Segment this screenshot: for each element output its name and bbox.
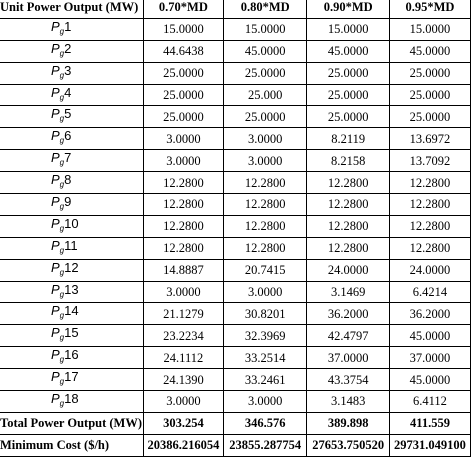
value-cell: 3.0000 [223, 391, 306, 413]
value-cell: 12.2800 [223, 172, 306, 194]
value-cell: 12.2800 [307, 194, 390, 216]
header-col-1: 0.80*MD [223, 0, 306, 18]
value-cell: 24.1390 [143, 369, 223, 391]
total-value: 346.576 [223, 412, 306, 434]
total-row [0, 412, 471, 434]
value-cell: 36.2000 [307, 303, 390, 325]
value-cell: 3.0000 [143, 150, 223, 172]
value-cell: 24.0000 [307, 259, 390, 281]
unit-label [0, 18, 143, 40]
value-cell: 12.2800 [143, 194, 223, 216]
unit-label [0, 347, 143, 369]
unit-subscript: g [59, 158, 65, 168]
value-cell: 13.7092 [389, 150, 470, 172]
total-label: Total Power Output (MW) [0, 412, 143, 434]
unit-label [0, 303, 143, 325]
unit-symbol: P [51, 215, 60, 231]
unit-subscript: g [59, 201, 65, 211]
unit-subscript: g [59, 311, 65, 321]
unit-label [0, 150, 143, 172]
value-cell: 3.0000 [143, 281, 223, 303]
value-cell: 25.0000 [307, 106, 390, 128]
value-cell: 15.0000 [143, 18, 223, 40]
value-cell: 12.2800 [143, 215, 223, 237]
value-cell: 3.0000 [143, 391, 223, 413]
unit-symbol: P [51, 18, 60, 34]
value-cell: 12.2800 [307, 215, 390, 237]
value-cell: 12.2800 [389, 215, 470, 237]
value-cell: 25.0000 [143, 62, 223, 84]
unit-number: 18 [64, 390, 79, 406]
unit-number: 9 [64, 193, 72, 209]
unit-subscript: g [59, 180, 65, 190]
value-cell: 33.2461 [223, 369, 306, 391]
unit-label [0, 215, 143, 237]
table-row [0, 237, 471, 259]
unit-label [0, 259, 143, 281]
unit-symbol: P [51, 84, 60, 100]
unit-symbol: P [51, 193, 60, 209]
value-cell: 3.0000 [223, 128, 306, 150]
value-cell: 3.0000 [223, 281, 306, 303]
value-cell: 25.0000 [143, 84, 223, 106]
value-cell: 3.1483 [307, 391, 390, 413]
header-unit-power-output: Unit Power Output (MW) [0, 0, 143, 18]
unit-symbol: P [51, 369, 60, 385]
unit-number: 17 [64, 369, 79, 385]
value-cell: 15.0000 [223, 18, 306, 40]
unit-number: 10 [64, 215, 79, 231]
value-cell: 25.0000 [389, 62, 470, 84]
unit-subscript: g [59, 267, 65, 277]
value-cell: 25.0000 [307, 84, 390, 106]
unit-number: 12 [64, 259, 79, 275]
value-cell: 3.0000 [143, 128, 223, 150]
value-cell: 12.2800 [307, 237, 390, 259]
total-value: 411.559 [389, 412, 470, 434]
unit-number: 14 [64, 303, 79, 319]
value-cell: 37.0000 [389, 347, 470, 369]
unit-number: 7 [64, 150, 72, 166]
unit-number: 8 [64, 172, 72, 188]
value-cell: 3.1469 [307, 281, 390, 303]
header-col-2: 0.90*MD [307, 0, 390, 18]
unit-label [0, 194, 143, 216]
unit-symbol: P [51, 281, 60, 297]
unit-subscript: g [59, 223, 65, 233]
table-row [0, 84, 471, 106]
table-row [0, 128, 471, 150]
table-row [0, 347, 471, 369]
value-cell: 44.6438 [143, 40, 223, 62]
unit-symbol: P [51, 150, 60, 166]
value-cell: 45.0000 [389, 40, 470, 62]
unit-subscript: g [59, 70, 65, 80]
unit-number: 2 [64, 40, 72, 56]
value-cell: 6.4112 [389, 391, 470, 413]
value-cell: 14.8887 [143, 259, 223, 281]
unit-number: 4 [64, 84, 72, 100]
header-col-0: 0.70*MD [143, 0, 223, 18]
value-cell: 15.0000 [389, 18, 470, 40]
header-row [0, 0, 471, 18]
value-cell: 24.0000 [389, 259, 470, 281]
unit-symbol: P [51, 128, 60, 144]
unit-symbol: P [51, 172, 60, 188]
value-cell: 43.3754 [307, 369, 390, 391]
unit-number: 5 [64, 106, 72, 122]
unit-subscript: g [59, 245, 65, 255]
unit-symbol: P [51, 259, 60, 275]
value-cell: 30.8201 [223, 303, 306, 325]
header-col-3: 0.95*MD [389, 0, 470, 18]
value-cell: 45.0000 [307, 40, 390, 62]
unit-symbol: P [51, 106, 60, 122]
value-cell: 25.0000 [223, 106, 306, 128]
unit-label [0, 369, 143, 391]
unit-subscript: g [59, 333, 65, 343]
value-cell: 32.3969 [223, 325, 306, 347]
value-cell: 12.2800 [389, 237, 470, 259]
value-cell: 8.2158 [307, 150, 390, 172]
value-cell: 25.000 [223, 84, 306, 106]
unit-subscript: g [59, 92, 65, 102]
unit-symbol: P [51, 325, 60, 341]
table-row [0, 150, 471, 172]
value-cell: 12.2800 [389, 172, 470, 194]
value-cell: 20.7415 [223, 259, 306, 281]
unit-subscript: g [59, 289, 65, 299]
table-row [0, 40, 471, 62]
table-row [0, 106, 471, 128]
unit-number: 11 [64, 237, 78, 253]
unit-label [0, 128, 143, 150]
value-cell: 25.0000 [389, 106, 470, 128]
unit-subscript: g [59, 377, 65, 387]
value-cell: 12.2800 [307, 172, 390, 194]
value-cell: 13.6972 [389, 128, 470, 150]
value-cell: 42.4797 [307, 325, 390, 347]
unit-label [0, 325, 143, 347]
unit-label [0, 62, 143, 84]
cost-value: 29731.049100 [389, 434, 470, 456]
value-cell: 24.1112 [143, 347, 223, 369]
unit-subscript: g [59, 355, 65, 365]
cost-value: 27653.750520 [307, 434, 390, 456]
value-cell: 45.0000 [389, 369, 470, 391]
unit-label [0, 172, 143, 194]
unit-subscript: g [59, 48, 65, 58]
table-row [0, 259, 471, 281]
table-row [0, 172, 471, 194]
unit-label [0, 84, 143, 106]
value-cell: 23.2234 [143, 325, 223, 347]
table-row [0, 369, 471, 391]
total-value: 389.898 [307, 412, 390, 434]
value-cell: 36.2000 [389, 303, 470, 325]
cost-value: 23855.287754 [223, 434, 306, 456]
value-cell: 25.0000 [389, 84, 470, 106]
unit-number: 15 [64, 325, 79, 341]
table-row [0, 391, 471, 413]
unit-label [0, 40, 143, 62]
unit-subscript: g [59, 136, 65, 146]
unit-label [0, 281, 143, 303]
value-cell: 12.2800 [223, 237, 306, 259]
table-row [0, 18, 471, 40]
unit-label [0, 237, 143, 259]
unit-subscript: g [59, 114, 65, 124]
cost-value: 20386.216054 [143, 434, 223, 456]
unit-number: 16 [64, 347, 79, 363]
unit-symbol: P [51, 40, 60, 56]
value-cell: 37.0000 [307, 347, 390, 369]
value-cell: 12.2800 [143, 172, 223, 194]
unit-label [0, 391, 143, 413]
unit-subscript: g [59, 398, 65, 408]
unit-label [0, 106, 143, 128]
value-cell: 3.0000 [223, 150, 306, 172]
table-row [0, 325, 471, 347]
unit-symbol: P [51, 347, 60, 363]
table-row [0, 194, 471, 216]
unit-number: 3 [64, 62, 72, 78]
unit-subscript: g [59, 26, 65, 36]
table-row [0, 281, 471, 303]
unit-symbol: P [51, 303, 60, 319]
unit-symbol: P [51, 390, 60, 406]
value-cell: 12.2800 [143, 237, 223, 259]
value-cell: 45.0000 [389, 325, 470, 347]
value-cell: 25.0000 [143, 106, 223, 128]
table-row [0, 303, 471, 325]
unit-symbol: P [51, 62, 60, 78]
value-cell: 45.0000 [223, 40, 306, 62]
value-cell: 12.2800 [389, 194, 470, 216]
value-cell: 12.2800 [223, 194, 306, 216]
unit-number: 1 [64, 18, 72, 34]
value-cell: 25.0000 [223, 62, 306, 84]
value-cell: 8.2119 [307, 128, 390, 150]
table-row [0, 215, 471, 237]
cost-row [0, 434, 471, 456]
value-cell: 21.1279 [143, 303, 223, 325]
value-cell: 25.0000 [307, 62, 390, 84]
unit-number: 6 [64, 128, 72, 144]
unit-symbol: P [51, 237, 60, 253]
value-cell: 33.2514 [223, 347, 306, 369]
cost-label: Minimum Cost ($/h) [0, 434, 143, 456]
unit-number: 13 [64, 281, 79, 297]
value-cell: 12.2800 [223, 215, 306, 237]
value-cell: 6.4214 [389, 281, 470, 303]
value-cell: 15.0000 [307, 18, 390, 40]
total-value: 303.254 [143, 412, 223, 434]
table-row [0, 62, 471, 84]
